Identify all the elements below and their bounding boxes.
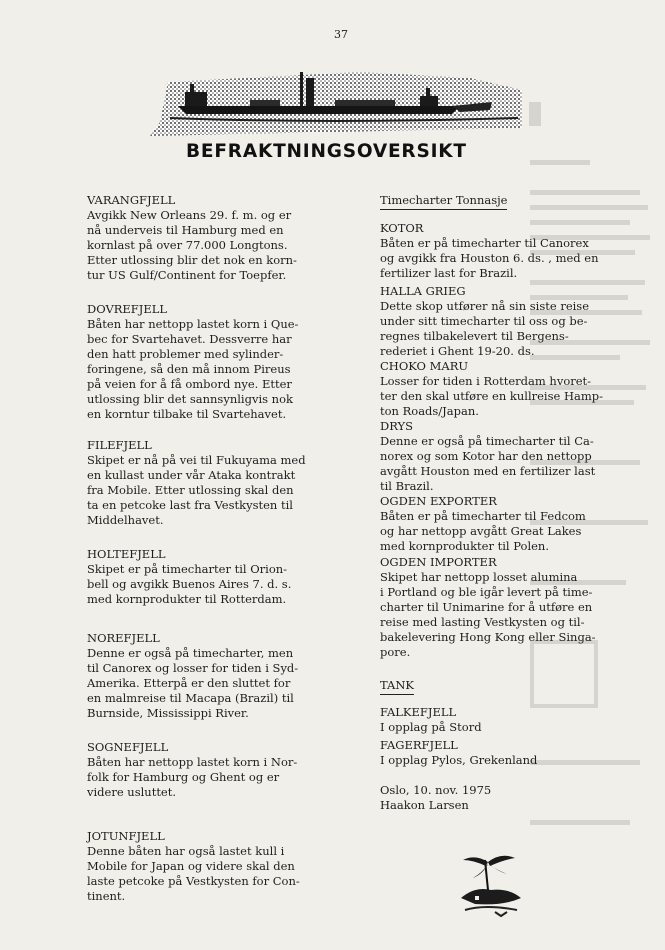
ship-name: FALKEFJELL (380, 705, 457, 719)
timecharter-entry-halla-grieg (380, 284, 620, 359)
ship-name: HOLTEFJELL (87, 547, 166, 561)
ship-name: JOTUNFJELL (87, 829, 165, 843)
fleet-entry-dovrefjell (87, 302, 327, 422)
timecharter-heading: Timecharter Tonnasje (380, 193, 507, 210)
ship-name: HALLA GRIEG (380, 284, 466, 298)
timecharter-entry-choko-maru (380, 359, 620, 419)
ship-status: I opplag på Stord (380, 720, 482, 734)
ship-status: Denne er også på timecharter til Ca- norex og som Kotor har den nettopp avgått Houston med en fertilizer last til Brazil. (380, 434, 596, 493)
ship-name: DOVREFJELL (87, 302, 168, 316)
fleet-entry-filefjell (87, 438, 327, 528)
ship-status: Skipet er på timecharter til Orion- bell og avgikk Buenos Aires 7. d. s. med kornprodukter til Rotterdam. (87, 562, 292, 606)
fleet-entry-varangfjell (87, 193, 327, 283)
ship-name: VARANGFJELL (87, 193, 176, 207)
page-title: BEFRAKTNINGSOVERSIKT (186, 141, 467, 162)
ship-name: NOREFJELL (87, 631, 160, 645)
ship-status: Båten er på timecharter til Fedcom og har nettopp avgått Great Lakes med kornprodukter til Polen. (380, 509, 586, 553)
ship-status: Denne er også på timecharter, men til Canorex og losser for tiden i Syd- Amerika. Etterpå er den sluttet for en malmreise til Macapa (Brazil) til Burnside, Mississippi River. (87, 646, 299, 720)
ship-status: Båten har nettopp lastet korn i Que- bec for Svartehavet. Dessverre har den hatt problemer med sylinder- foringene, så den må innom Pireus på veien for å få ombord nye. Etter utlossing blir det sannsynligvis nok en korntur tilbake til Svartehavet. (87, 317, 299, 421)
timecharter-entry-ogden-exporter (380, 494, 620, 554)
ship-name: FILEFJELL (87, 438, 152, 452)
tank-entry-fagerfjell (380, 738, 620, 768)
ship-illustration (130, 62, 525, 142)
ship-status: Båten er på timecharter til Canorex og avgikk fra Houston 6. ds. , med en fertilizer last for Brazil. (380, 236, 599, 280)
timecharter-entry-drys (380, 419, 620, 494)
ship-name: SOGNEFJELL (87, 740, 169, 754)
signature-name: Haakon Larsen (380, 798, 469, 812)
ship-status: Skipet har nettopp losset alumina i Portland og ble igår levert på time- charter til Unimarine for å utføre en reise med lasting Vestkysten og til- bakelevering Hong Kong eller Singa- pore. (380, 570, 596, 659)
ship-status: Avgikk New Orleans 29. f. m. og er nå underveis til Hamburg med en kornlast på over 77.000 Longtons. Etter utlossing blir det nok en korn- tur US Gulf/Continent for Toepfer. (87, 208, 297, 282)
ship-name: OGDEN EXPORTER (380, 494, 497, 508)
ship-name: KOTOR (380, 221, 424, 235)
timecharter-entry-ogden-importer (380, 555, 620, 660)
ship-status: I opplag Pylos, Grekenland (380, 753, 538, 767)
ship-status: Denne båten har også lastet kull i Mobile for Japan og videre skal den laste petcoke på Vestkysten for Con- tinent. (87, 844, 300, 903)
signature-place-date: Oslo, 10. nov. 1975 (380, 783, 492, 797)
fleet-entry-norefjell (87, 631, 327, 721)
ship-name: FAGERFJELL (380, 738, 458, 752)
ship-name: CHOKO MARU (380, 359, 469, 373)
fleet-entry-holtefjell (87, 547, 327, 607)
fleet-entry-sognefjell (87, 740, 327, 800)
ship-name: OGDEN IMPORTER (380, 555, 497, 569)
ship-status: Dette skop utfører nå sin siste reise under sitt timecharter til oss og be- regnes tilbakelevert til Bergens- rederiet i Ghent 19-20. ds. (380, 299, 590, 358)
ship-status: Båten har nettopp lastet korn i Nor- folk for Hamburg og Ghent og er videre usluttet. (87, 755, 298, 799)
ship-status: Skipet er nå på vei til Fukuyama med en kullast under vår Ataka kontrakt fra Mobile. Etter utlossing skal den ta en petcoke last fra Vestkysten til Middelhavet. (87, 453, 306, 527)
fleet-entry-jotunfjell (87, 829, 327, 904)
ship-name: DRYS (380, 419, 413, 433)
page-number: 37 (334, 28, 348, 41)
island-emblem-icon (455, 850, 527, 918)
tank-heading: TANK (380, 678, 414, 695)
ship-status: Losser for tiden i Rotterdam hvoret- ter den skal utføre en kullreise Hamp- ton Roads/Japan. (380, 374, 604, 418)
tank-entry-falkefjell (380, 705, 620, 735)
timecharter-entry-kotor (380, 221, 620, 281)
